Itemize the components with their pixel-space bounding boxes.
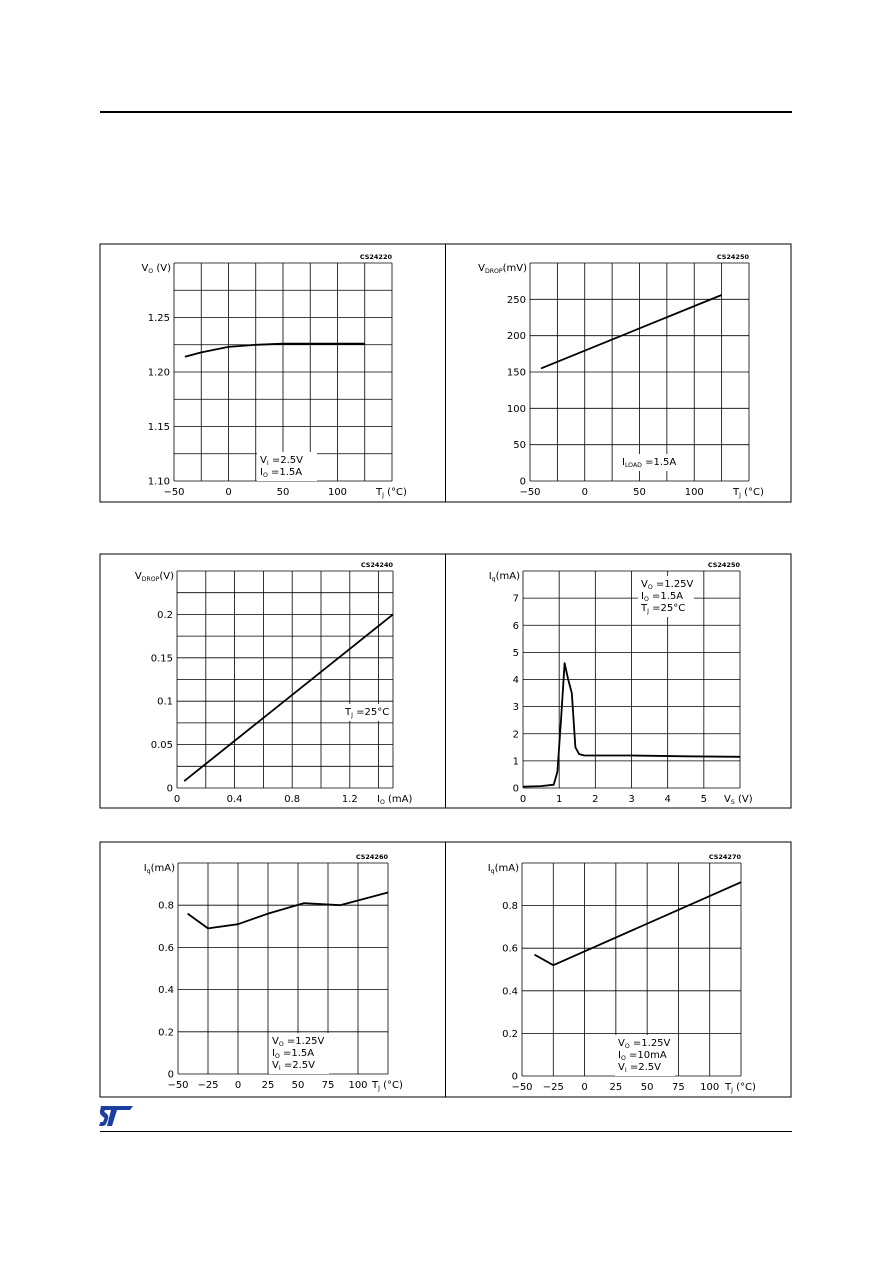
x-axis-label: $I_O$ (mA) bbox=[377, 794, 413, 806]
x-tick-label: −50 bbox=[519, 487, 541, 498]
figure-code: CS24270 bbox=[708, 853, 741, 861]
footer-rule bbox=[100, 1131, 792, 1132]
x-axis-label: $T_J$ (°C) bbox=[376, 487, 407, 499]
x-tick-label: 0 bbox=[581, 487, 588, 498]
x-tick-label: 100 bbox=[684, 487, 704, 498]
y-tick-label: 6 bbox=[512, 620, 519, 632]
x-tick-label: 1 bbox=[555, 794, 563, 805]
y-tick-label: 1.20 bbox=[147, 367, 170, 379]
y-axis-label: $V_O$ (V) bbox=[141, 263, 171, 275]
x-tick-label: 0.4 bbox=[226, 794, 243, 805]
condition-text: $I_O =1.5A$ bbox=[260, 467, 303, 479]
condition-text: $I_{LOAD} =1.5A$ bbox=[622, 457, 677, 469]
y-tick-label: 50 bbox=[513, 440, 526, 452]
y-tick-label: 1.15 bbox=[147, 422, 170, 433]
y-tick-label: 200 bbox=[506, 331, 526, 343]
y-tick-label: 0.2 bbox=[157, 609, 173, 621]
x-tick-label: 50 bbox=[633, 487, 646, 498]
x-tick-label: 100 bbox=[327, 487, 348, 498]
y-tick-label: 5 bbox=[512, 647, 519, 659]
y-tick-label: 0.15 bbox=[150, 653, 173, 665]
y-axis-label: $I_q(mA)$ bbox=[488, 571, 520, 583]
chart-c5 bbox=[144, 853, 403, 1092]
x-tick-label: −50 bbox=[167, 1080, 189, 1091]
x-axis-label: $T_J$ (°C) bbox=[372, 1080, 403, 1092]
x-tick-label: 4 bbox=[664, 794, 671, 805]
condition-text: $I_O =1.5A$ bbox=[272, 1048, 315, 1060]
figure-code: CS24250 bbox=[716, 253, 749, 261]
condition-text: $V_O =1.25V$ bbox=[618, 1038, 671, 1050]
x-axis-label: $T_J$ (°C) bbox=[725, 1082, 756, 1094]
series-line bbox=[184, 614, 393, 781]
y-tick-label: 0.6 bbox=[502, 943, 518, 955]
y-tick-label: 0.05 bbox=[150, 740, 173, 752]
x-tick-label: 50 bbox=[291, 1080, 305, 1091]
y-tick-label: 0 bbox=[167, 1069, 174, 1081]
figure-code: CS24220 bbox=[359, 253, 392, 261]
y-tick-label: 1.25 bbox=[147, 313, 170, 324]
x-tick-label: 0 bbox=[234, 1080, 242, 1091]
figure-code: CS24240 bbox=[360, 561, 393, 569]
y-axis-label: $V_{DROP}(mV)$ bbox=[478, 263, 527, 275]
x-tick-label: 25 bbox=[261, 1080, 275, 1091]
x-axis-label: $V_S$ (V) bbox=[724, 794, 753, 806]
chart-c4 bbox=[489, 561, 753, 806]
x-tick-label: −25 bbox=[542, 1082, 564, 1093]
condition-text: $V_I =2.5V$ bbox=[272, 1060, 315, 1072]
x-tick-label: −50 bbox=[511, 1082, 533, 1093]
y-tick-label: 1.10 bbox=[147, 476, 170, 488]
x-tick-label: 5 bbox=[700, 794, 708, 805]
condition-text: $V_O =1.25V$ bbox=[641, 579, 694, 591]
y-tick-label: 0.6 bbox=[158, 942, 174, 954]
x-tick-label: 75 bbox=[321, 1080, 335, 1091]
x-tick-label: 50 bbox=[276, 487, 290, 498]
x-tick-label: −50 bbox=[163, 487, 185, 498]
y-tick-label: 3 bbox=[512, 702, 519, 714]
y-tick-label: 250 bbox=[506, 294, 526, 306]
chart-c1 bbox=[141, 253, 407, 499]
x-tick-label: 0 bbox=[173, 794, 181, 805]
condition-text: $I_O =1.5A$ bbox=[641, 591, 684, 603]
x-tick-label: 2 bbox=[592, 794, 599, 805]
y-tick-label: 150 bbox=[506, 367, 526, 379]
x-tick-label: 3 bbox=[628, 794, 635, 805]
x-tick-label: 25 bbox=[609, 1082, 623, 1093]
x-tick-label: 100 bbox=[700, 1082, 720, 1093]
condition-text: $I_O =10mA$ bbox=[618, 1050, 667, 1062]
condition-text: $V_I =2.5V$ bbox=[260, 455, 303, 467]
condition-text: $V_I =2.5V$ bbox=[618, 1062, 661, 1074]
figure-code: CS24250 bbox=[707, 561, 740, 569]
x-tick-label: 0 bbox=[225, 487, 232, 498]
y-tick-label: 0.8 bbox=[502, 901, 518, 913]
chart-c3 bbox=[135, 561, 413, 806]
x-tick-label: 0 bbox=[519, 794, 527, 805]
y-axis-label: $V_{DROP}(V)$ bbox=[134, 571, 174, 583]
figure-code: CS24260 bbox=[355, 853, 388, 861]
x-axis-label: $T_J$ (°C) bbox=[733, 487, 764, 499]
y-tick-label: 0 bbox=[166, 783, 173, 795]
y-tick-label: 0.2 bbox=[502, 1028, 518, 1040]
y-tick-label: 7 bbox=[512, 593, 519, 605]
y-tick-label: 0.4 bbox=[502, 986, 518, 998]
y-axis-label: $I_q(mA)$ bbox=[143, 863, 175, 875]
st-logo-icon bbox=[99, 1105, 135, 1127]
x-tick-label: 1.2 bbox=[341, 794, 358, 805]
condition-text: $V_O =1.25V$ bbox=[272, 1036, 325, 1048]
x-tick-label: 100 bbox=[348, 1080, 368, 1091]
condition-text: $T_J =25^\circ C$ bbox=[345, 707, 390, 719]
condition-text: $T_J =25^\circ C$ bbox=[641, 603, 686, 615]
y-tick-label: 0 bbox=[519, 476, 526, 488]
chart-c6 bbox=[488, 853, 756, 1094]
y-tick-label: 2 bbox=[512, 729, 519, 741]
x-tick-label: 50 bbox=[640, 1082, 654, 1093]
chart-c2 bbox=[478, 253, 764, 499]
y-axis-label: $I_q(mA)$ bbox=[487, 863, 519, 875]
x-tick-label: −25 bbox=[197, 1080, 219, 1091]
y-tick-label: 0.8 bbox=[158, 900, 174, 912]
y-tick-label: 1 bbox=[512, 756, 519, 768]
x-tick-label: 0.8 bbox=[284, 794, 301, 805]
y-tick-label: 0 bbox=[511, 1071, 518, 1083]
y-tick-label: 100 bbox=[506, 403, 526, 415]
y-tick-label: 0.2 bbox=[158, 1027, 174, 1039]
y-tick-label: 0.1 bbox=[157, 696, 173, 708]
x-tick-label: 75 bbox=[672, 1082, 685, 1093]
y-tick-label: 0 bbox=[512, 783, 519, 795]
x-tick-label: 0 bbox=[581, 1082, 588, 1093]
y-tick-label: 4 bbox=[512, 675, 519, 686]
y-tick-label: 0.4 bbox=[158, 985, 174, 997]
